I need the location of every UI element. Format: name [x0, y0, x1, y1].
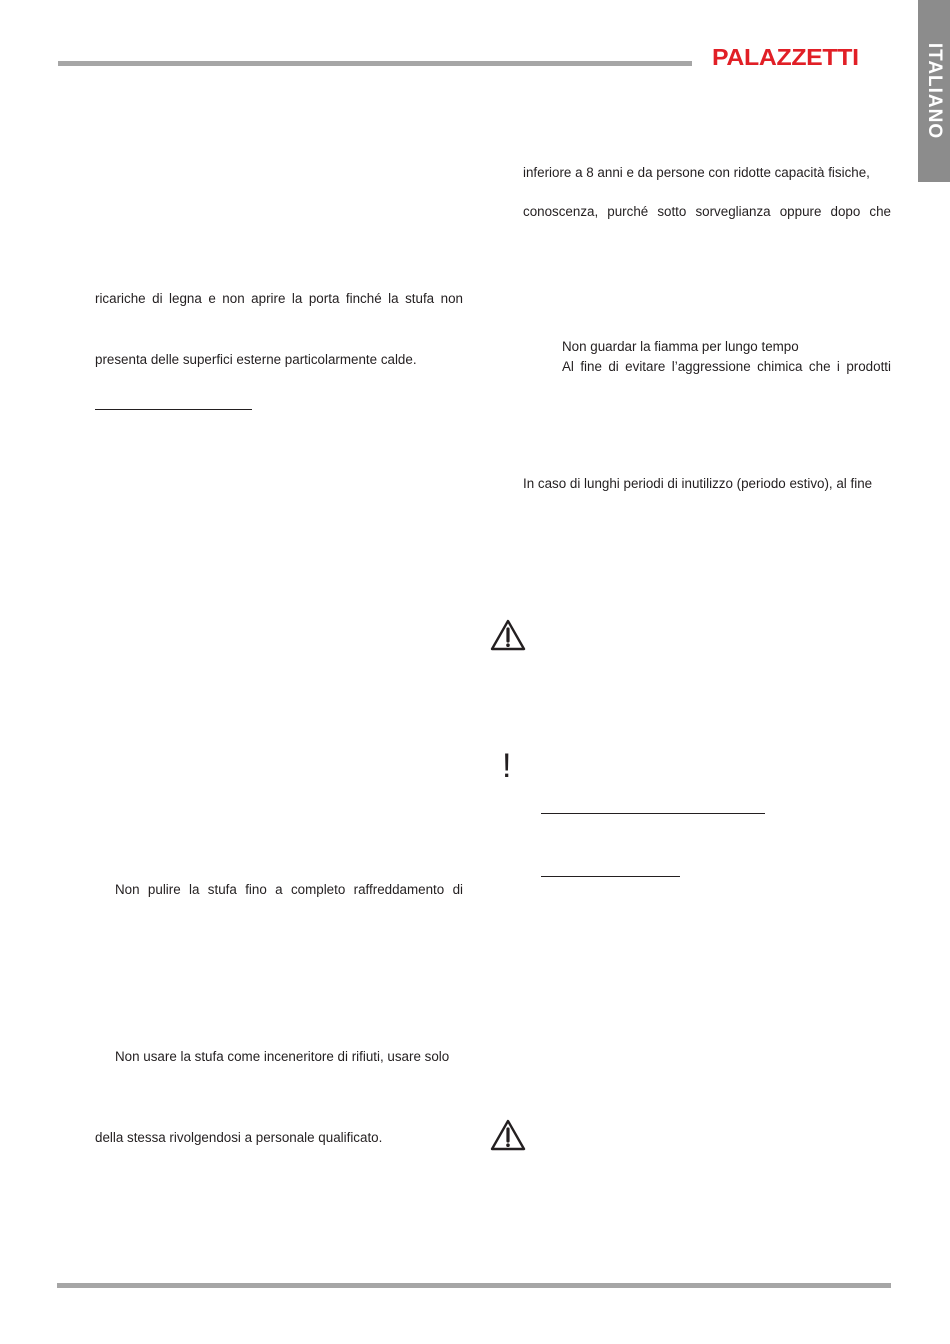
right-text-line: conoscenza, purché sotto sorveglianza oppure dopo che [523, 204, 891, 219]
left-text-line: ricariche di legna e non aprire la porta finché la stufa non [95, 291, 463, 306]
left-text-line: Non pulire la stufa fino a completo raffreddamento di [115, 882, 463, 897]
right-text-line: Non guardar la fiamma per lungo tempo [562, 339, 799, 354]
footer-rule [57, 1283, 891, 1288]
right-text-line: Al fine di evitare l’aggressione chimica che i prodotti [562, 359, 891, 374]
left-text-line: presenta delle superfici esterne particolarmente calde. [95, 352, 417, 367]
exclamation-mark: ! [502, 747, 512, 785]
header-rule [58, 61, 692, 66]
section-underline [95, 409, 252, 410]
right-text-line: inferiore a 8 anni e da persone con ridotte capacità fisiche, [523, 165, 870, 180]
left-text-line: Non usare la stufa come inceneritore di rifiuti, usare solo [115, 1049, 450, 1064]
right-text-line: In caso di lunghi periodi di inutilizzo (periodo estivo), al fine [523, 476, 873, 491]
warning-triangle-icon [489, 618, 527, 652]
left-text-line: della stessa rivolgendosi a personale qualificato. [95, 1130, 383, 1145]
warning-triangle-icon [489, 1118, 527, 1152]
section-underline [541, 813, 765, 814]
language-tab [918, 0, 950, 182]
brand-logo: PALAZZETTI [712, 44, 859, 70]
language-tab-label: ITALIANO [924, 42, 945, 140]
section-underline [541, 876, 680, 877]
